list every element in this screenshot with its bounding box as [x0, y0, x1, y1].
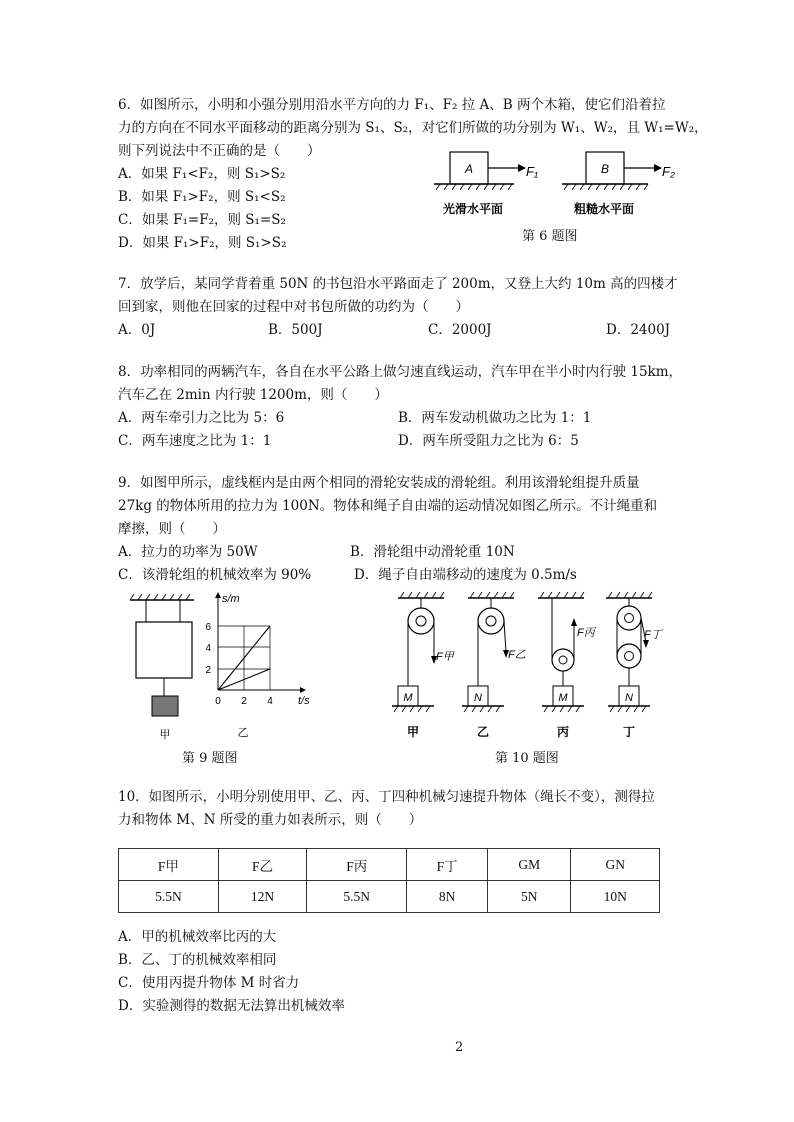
- pulley-box: [136, 622, 192, 678]
- q8-option-d: D．两车所受阻力之比为 6：5: [398, 433, 579, 449]
- q9-option-b: B．滑轮组中动滑轮重 10N: [350, 544, 515, 560]
- q6-option-d: D．如果 F₁>F₂，则 S₁>S₂: [118, 235, 287, 251]
- setup-bing: [538, 592, 597, 739]
- y-tick-4: 4: [205, 643, 211, 654]
- q10-option-c: C．使用丙提升物体 M 时省力: [118, 975, 300, 991]
- q7-stem-line: 回到家，则他在回家的过程中对书包所做的功约为（ ）: [118, 299, 469, 315]
- q6-stem-line: 6．如图所示，小明和小强分别用沿水平方向的力 F₁、F₂ 拉 A、B 两个木箱，使它们沿着拉: [118, 97, 666, 113]
- object-bing: M: [558, 692, 568, 704]
- q10-data-table: [118, 848, 660, 913]
- force-ding-label: F丁: [644, 629, 662, 641]
- weight-block: [152, 696, 178, 716]
- table-header-row: [119, 849, 660, 881]
- st-graph: [205, 592, 310, 739]
- x-axis-label: t/s: [298, 695, 310, 707]
- force-f1-label: F₁: [526, 164, 539, 179]
- q7-option-d: D．2400J: [606, 322, 671, 338]
- table-cell: 5.5N: [307, 881, 407, 913]
- table-header-cell: GM: [488, 849, 571, 881]
- q8-options-row-2: [118, 430, 678, 453]
- q7-option-a: A．0J: [118, 322, 156, 338]
- q10-option-a: A．甲的机械效率比丙的大: [118, 929, 277, 945]
- q8-stem-line: 汽车乙在 2min 内行驶 1200m，则（ ）: [118, 387, 388, 403]
- surface-a-label: 光滑水平面: [442, 202, 504, 216]
- page-number: 2: [455, 1040, 464, 1055]
- label-ding-10: 丁: [622, 725, 636, 739]
- q9-figure: [118, 588, 318, 743]
- question-8: [118, 361, 683, 453]
- object-jia: M: [403, 692, 413, 704]
- q7-option-b: B．500J: [268, 322, 323, 338]
- table-header-cell: F丁: [407, 849, 488, 881]
- table-header-cell: F乙: [218, 849, 306, 881]
- label-jia: 甲: [159, 729, 171, 741]
- force-yi-label: F乙: [508, 649, 526, 661]
- q7-options: [118, 319, 678, 342]
- q9-stem-line: 27kg 的物体所用的拉力为 100N。物体和绳子自由端的运动情况如图乙所示。不计绳重和: [118, 498, 658, 514]
- table-cell: 5N: [488, 881, 571, 913]
- table-header-cell: GN: [571, 849, 660, 881]
- question-9: [118, 472, 678, 587]
- q9-option-d: D．绳子自由端移动的速度为 0.5m/s: [354, 567, 577, 583]
- q9-option-a: A．拉力的功率为 50W: [118, 544, 258, 560]
- q9-figure-caption: 第 9 题图: [182, 751, 238, 766]
- label-yi-10: 乙: [476, 725, 490, 739]
- table-cell: 5.5N: [119, 881, 219, 913]
- q6-stem-line: 力的方向在不同水平面移动的距离分别为 S₁、S₂，对它们所做的功分别为 W₁、W₂，且 W₁=W₂，: [118, 120, 708, 136]
- q6-figure: [428, 146, 688, 226]
- q6-option-c: C．如果 F₁=F₂，则 S₁=S₂: [118, 212, 286, 228]
- force-f2-label: F₂: [662, 164, 675, 179]
- q6-option-b: B．如果 F₁>F₂，则 S₁<S₂: [118, 189, 286, 205]
- table-cell: 10N: [571, 881, 660, 913]
- q10-stem-line: 10．如图所示，小明分别使用甲、乙、丙、丁四种机械匀速提升物体（绳长不变），测得拉: [118, 789, 655, 805]
- x-tick-4: 4: [267, 696, 273, 707]
- y-tick-6: 6: [205, 622, 211, 633]
- q8-stem-line: 8．功率相同的两辆汽车，各自在水平公路上做匀速直线运动，汽车甲在半小时内行驶 15km，: [118, 364, 683, 380]
- table-cell: 12N: [218, 881, 306, 913]
- force-jia-label: F甲: [436, 651, 454, 663]
- table-row: [119, 881, 660, 913]
- surface-b-label: 粗糙水平面: [573, 202, 635, 216]
- q6-stem-line: 则下列说法中不正确的是（ ）: [118, 143, 321, 159]
- setup-jia: [392, 592, 456, 739]
- x-tick-2: 2: [241, 696, 247, 707]
- force-bing-label: F丙: [577, 627, 595, 639]
- q10-figure-caption: 第 10 题图: [495, 751, 559, 766]
- q10-option-b: B．乙、丁的机械效率相同: [118, 952, 277, 968]
- box-b-label: B: [600, 162, 610, 176]
- y-tick-2: 2: [205, 665, 211, 676]
- q8-options-row-1: [118, 407, 678, 430]
- q9-options-row-2: [118, 564, 678, 587]
- question-7: [118, 273, 678, 342]
- q7-option-c: C．2000J: [428, 322, 492, 338]
- q10-figure: [378, 588, 668, 743]
- q10-option-d: D．实验测得的数据无法算出机械效率: [118, 998, 345, 1014]
- label-bing-10: 丙: [556, 725, 570, 739]
- q10-stem-line: 力和物体 M、N 所受的重力如表所示，则（ ）: [118, 812, 423, 828]
- q6-option-a: A．如果 F₁<F₂，则 S₁>S₂: [118, 166, 286, 182]
- q6-figure-caption: 第 6 题图: [522, 229, 578, 244]
- q8-option-b: B．两车发动机做功之比为 1：1: [398, 410, 592, 426]
- object-ding: N: [625, 692, 633, 704]
- table-header-cell: F丙: [307, 849, 407, 881]
- q8-option-a: A．两车牵引力之比为 5：6: [118, 410, 285, 426]
- table-header-cell: F甲: [119, 849, 219, 881]
- label-jia-10: 甲: [406, 725, 420, 739]
- box-a-label: A: [464, 162, 474, 176]
- x-tick-0: 0: [215, 696, 221, 707]
- q9-option-c: C．该滑轮组的机械效率为 90%: [118, 567, 312, 583]
- q8-option-c: C．两车速度之比为 1：1: [118, 433, 272, 449]
- y-axis-label: s/m: [222, 593, 240, 605]
- q9-options-row-1: [118, 541, 678, 564]
- table-cell: 8N: [407, 881, 488, 913]
- setup-ding: [606, 592, 664, 739]
- q7-stem-line: 7．放学后，某同学背着重 50N 的书包沿水平路面走了 200m，又登上大约 10m 高的四楼才: [118, 276, 678, 292]
- label-yi: 乙: [237, 727, 249, 739]
- setup-yi: [462, 592, 526, 739]
- q9-stem-line: 9．如图甲所示，虚线框内是由两个相同的滑轮安装成的滑轮组。利用该滑轮组提升质量: [118, 475, 640, 491]
- question-10: [118, 786, 678, 832]
- q9-stem-line: 摩擦，则（ ）: [118, 521, 226, 537]
- q10-options: [118, 926, 678, 1018]
- object-yi: N: [474, 692, 482, 704]
